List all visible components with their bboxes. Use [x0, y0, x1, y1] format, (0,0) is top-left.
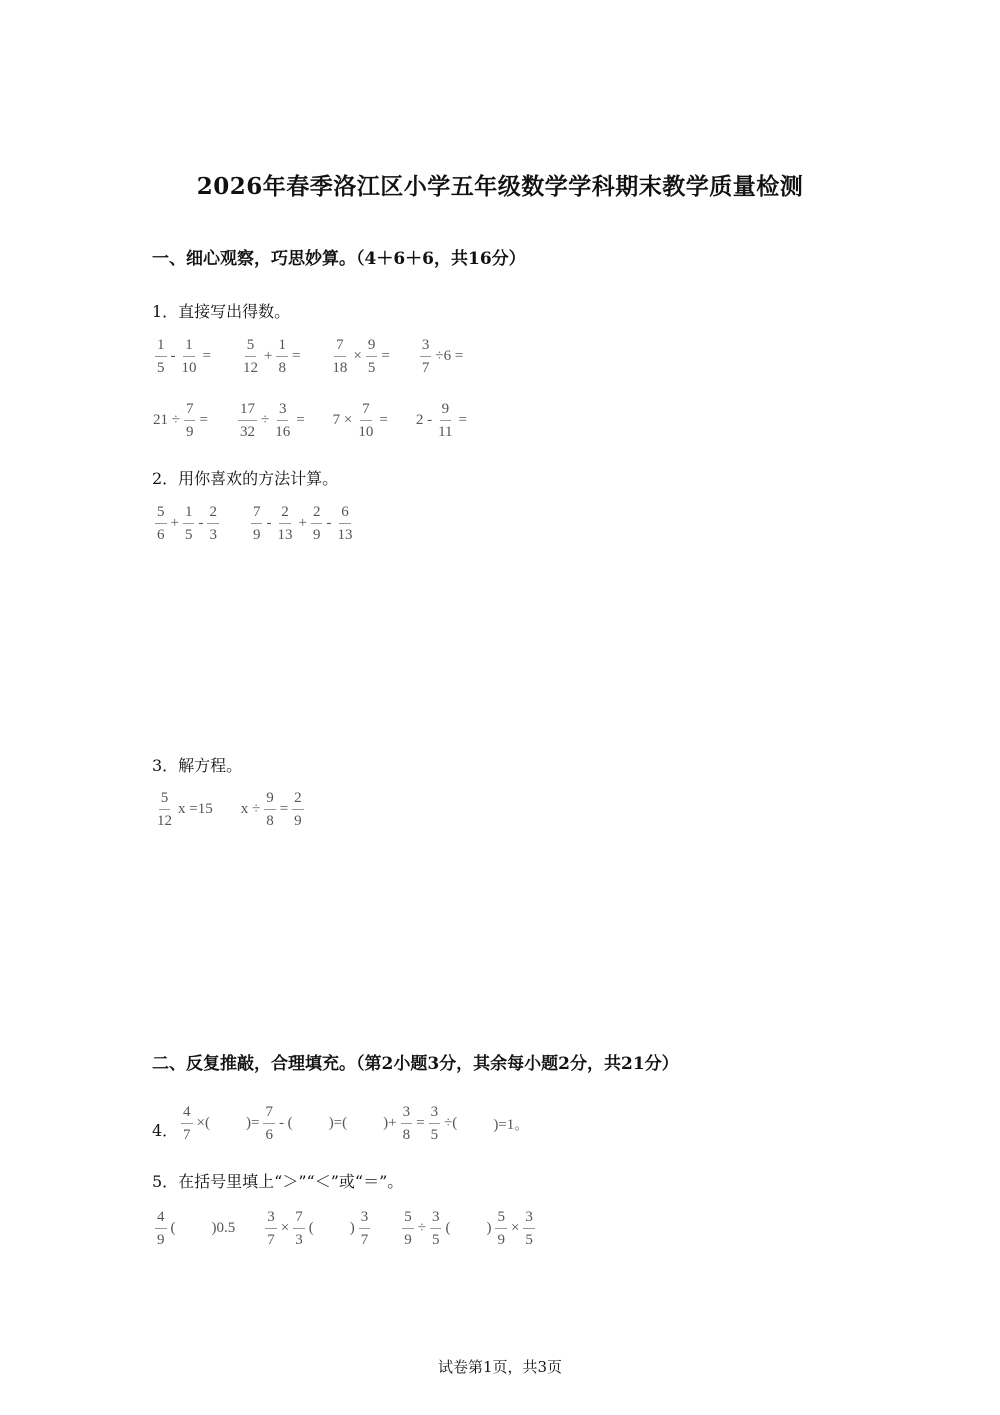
- numerator: 2: [292, 789, 304, 810]
- numerator: 7: [293, 1208, 305, 1229]
- denominator: 13: [277, 527, 293, 543]
- fraction: [251, 503, 263, 544]
- operator-text: ×: [510, 1220, 520, 1236]
- operator-text: ×: [353, 348, 362, 364]
- operator-text: ÷: [260, 412, 270, 428]
- denominator: 9: [497, 1232, 505, 1248]
- numerator: 3: [359, 1208, 371, 1229]
- operator-text: =: [291, 348, 301, 364]
- fraction: [263, 1103, 275, 1144]
- fraction: [264, 789, 276, 830]
- denominator: 9: [404, 1232, 412, 1248]
- numerator: 3: [401, 1103, 413, 1124]
- fraction: [241, 336, 260, 377]
- math-expression: [262, 1208, 373, 1249]
- operator-text: 21 ÷: [153, 412, 180, 428]
- numerator: 1: [276, 336, 288, 357]
- operator-text: )=(: [328, 1115, 348, 1131]
- fraction: [276, 336, 288, 377]
- denominator: 9: [294, 813, 302, 829]
- operator-text: )+: [383, 1115, 397, 1131]
- math-expression: [152, 1208, 236, 1249]
- denominator: 6: [157, 527, 165, 543]
- question-3-row: [152, 789, 333, 830]
- numerator: 3: [420, 336, 432, 357]
- operator-text: )0.5: [211, 1220, 236, 1236]
- denominator: 5: [430, 1127, 439, 1143]
- fraction: [359, 1208, 371, 1249]
- fraction: [155, 336, 167, 377]
- operator-text: -: [198, 515, 204, 531]
- math-expression: [238, 336, 301, 377]
- operator-text: ×: [280, 1220, 290, 1236]
- question-4-label: 4．: [152, 1121, 179, 1140]
- denominator: 8: [402, 1127, 411, 1143]
- operator-text: =: [381, 348, 390, 364]
- operator-text: x =15: [178, 801, 213, 817]
- fraction: [238, 400, 257, 441]
- question-5-row: [152, 1208, 564, 1249]
- operator-text: - (: [278, 1115, 293, 1131]
- denominator: 10: [181, 360, 197, 376]
- numerator: 2: [279, 503, 291, 524]
- math-expression: [178, 1103, 530, 1144]
- denominator: 8: [266, 813, 274, 829]
- denominator: 8: [278, 360, 286, 376]
- operator-text: ÷: [417, 1220, 426, 1236]
- denominator: 9: [252, 527, 261, 543]
- numerator: 7: [334, 336, 346, 357]
- operator-text: +: [298, 515, 307, 531]
- operator-text: =: [279, 801, 289, 817]
- numerator: 2: [207, 503, 219, 524]
- operator-text: ÷(: [444, 1115, 458, 1131]
- fraction: [183, 503, 195, 544]
- fraction: [180, 336, 199, 377]
- numerator: 9: [264, 789, 276, 810]
- numerator: 3: [277, 400, 289, 421]
- fraction: [402, 1208, 414, 1249]
- math-expression: [327, 336, 390, 377]
- numerator: 17: [238, 400, 257, 421]
- numerator: 7: [184, 400, 196, 421]
- operator-text: )=1。: [493, 1117, 530, 1133]
- operator-text: ÷6 =: [435, 348, 464, 364]
- numerator: 5: [159, 789, 171, 810]
- numerator: 7: [251, 503, 263, 524]
- numerator: 2: [311, 503, 323, 524]
- numerator: 4: [181, 1103, 193, 1124]
- denominator: 7: [360, 1232, 369, 1248]
- question-2-label: 2．用你喜欢的方法计算。: [152, 469, 339, 488]
- fraction: [273, 400, 292, 441]
- operator-text: 7 ×: [332, 412, 353, 428]
- question-2-row: [152, 503, 383, 544]
- operator-text: (: [308, 1220, 314, 1236]
- math-expression: [240, 789, 307, 830]
- operator-text: -: [266, 515, 272, 531]
- page-title: 2026年春季洛江区小学五年级数学学科期末教学质量检测: [196, 173, 804, 200]
- numerator: 3: [430, 1208, 442, 1229]
- operator-text: =: [199, 412, 208, 428]
- numerator: 6: [339, 503, 351, 524]
- fraction: [495, 1208, 507, 1249]
- numerator: 1: [183, 503, 195, 524]
- numerator: 7: [263, 1103, 275, 1124]
- denominator: 5: [157, 360, 165, 376]
- operator-text: =: [296, 412, 305, 428]
- fraction: [429, 1103, 441, 1144]
- operator-text: +: [263, 348, 273, 364]
- operator-text: )=: [245, 1115, 260, 1131]
- fraction: [207, 503, 219, 544]
- operator-text: ×(: [196, 1115, 210, 1131]
- math-expression: [415, 400, 468, 441]
- numerator: 3: [523, 1208, 535, 1229]
- fraction: [155, 1208, 167, 1249]
- math-expression: [152, 400, 209, 441]
- denominator: 11: [438, 424, 453, 440]
- denominator: 7: [183, 1127, 191, 1143]
- fraction: [356, 400, 375, 441]
- fraction: [184, 400, 196, 441]
- operator-text: ): [349, 1220, 355, 1236]
- numerator: 9: [440, 400, 452, 421]
- numerator: 7: [360, 400, 372, 421]
- question-1-row-2: [152, 400, 494, 441]
- fraction: [311, 503, 323, 544]
- operator-text: =: [416, 1115, 425, 1131]
- operator-text: =: [458, 412, 468, 428]
- math-expression: [152, 503, 222, 544]
- math-expression: [152, 336, 212, 377]
- denominator: 7: [421, 360, 430, 376]
- denominator: 7: [267, 1232, 275, 1248]
- operator-text: -: [170, 348, 176, 364]
- denominator: 3: [209, 527, 217, 543]
- denominator: 32: [239, 424, 255, 440]
- fraction: [155, 789, 174, 830]
- fraction: [181, 1103, 193, 1144]
- section-2-heading: 二、反复推敲，合理填充。（第2小题3分，其余每小题2分，共21分）: [152, 1054, 679, 1074]
- fraction: [366, 336, 378, 377]
- operator-text: (: [170, 1220, 176, 1236]
- fraction: [293, 1208, 305, 1249]
- denominator: 9: [157, 1232, 165, 1248]
- fraction: [401, 1103, 413, 1144]
- question-3-label: 3．解方程。: [152, 756, 243, 775]
- math-expression: [399, 1208, 538, 1249]
- numerator: 3: [265, 1208, 277, 1229]
- numerator: 5: [495, 1208, 507, 1229]
- question-4-row: [178, 1103, 556, 1144]
- fraction: [265, 1208, 277, 1249]
- denominator: 5: [525, 1232, 533, 1248]
- fraction: [420, 336, 432, 377]
- operator-text: x ÷: [240, 801, 261, 817]
- fraction: [292, 789, 304, 830]
- numerator: 5: [245, 336, 257, 357]
- numerator: 1: [183, 336, 195, 357]
- denominator: 9: [312, 527, 321, 543]
- numerator: 4: [155, 1208, 167, 1229]
- operator-text: =: [379, 412, 388, 428]
- numerator: 5: [155, 503, 167, 524]
- fraction: [155, 503, 167, 544]
- numerator: 1: [155, 336, 167, 357]
- question-1-row-1: [152, 336, 490, 377]
- math-expression: [235, 400, 306, 441]
- section-1-heading: 一、细心观察，巧思妙算。（4＋6＋6，共16分）: [152, 249, 526, 269]
- denominator: 18: [332, 360, 348, 376]
- denominator: 16: [275, 424, 291, 440]
- fraction: [335, 503, 354, 544]
- operator-text: ): [486, 1220, 492, 1236]
- operator-text: (: [445, 1220, 451, 1236]
- fraction: [330, 336, 349, 377]
- page-footer: 试卷第1页，共3页: [437, 1358, 563, 1376]
- math-expression: [152, 789, 214, 830]
- denominator: 5: [431, 1232, 440, 1248]
- denominator: 5: [184, 527, 193, 543]
- denominator: 13: [337, 527, 353, 543]
- math-expression: [332, 400, 389, 441]
- operator-text: =: [202, 348, 211, 364]
- numerator: 9: [366, 336, 378, 357]
- fraction: [523, 1208, 535, 1249]
- denominator: 9: [185, 424, 194, 440]
- fraction: [436, 400, 454, 441]
- operator-text: -: [326, 515, 332, 531]
- operator-text: 2 -: [415, 412, 433, 428]
- denominator: 6: [265, 1127, 273, 1143]
- operator-text: +: [170, 515, 179, 531]
- denominator: 10: [358, 424, 374, 440]
- question-5-label: 5．在括号里填上“＞”“＜”或“＝”。: [152, 1172, 404, 1191]
- fraction: [430, 1208, 442, 1249]
- denominator: 12: [242, 360, 258, 376]
- math-expression: [417, 336, 464, 377]
- math-expression: [248, 503, 357, 544]
- numerator: 3: [429, 1103, 441, 1124]
- denominator: 3: [295, 1232, 303, 1248]
- question-1-label: 1．直接写出得数。: [152, 302, 291, 321]
- fraction: [275, 503, 294, 544]
- numerator: 5: [402, 1208, 414, 1229]
- denominator: 12: [157, 813, 172, 829]
- denominator: 5: [367, 360, 376, 376]
